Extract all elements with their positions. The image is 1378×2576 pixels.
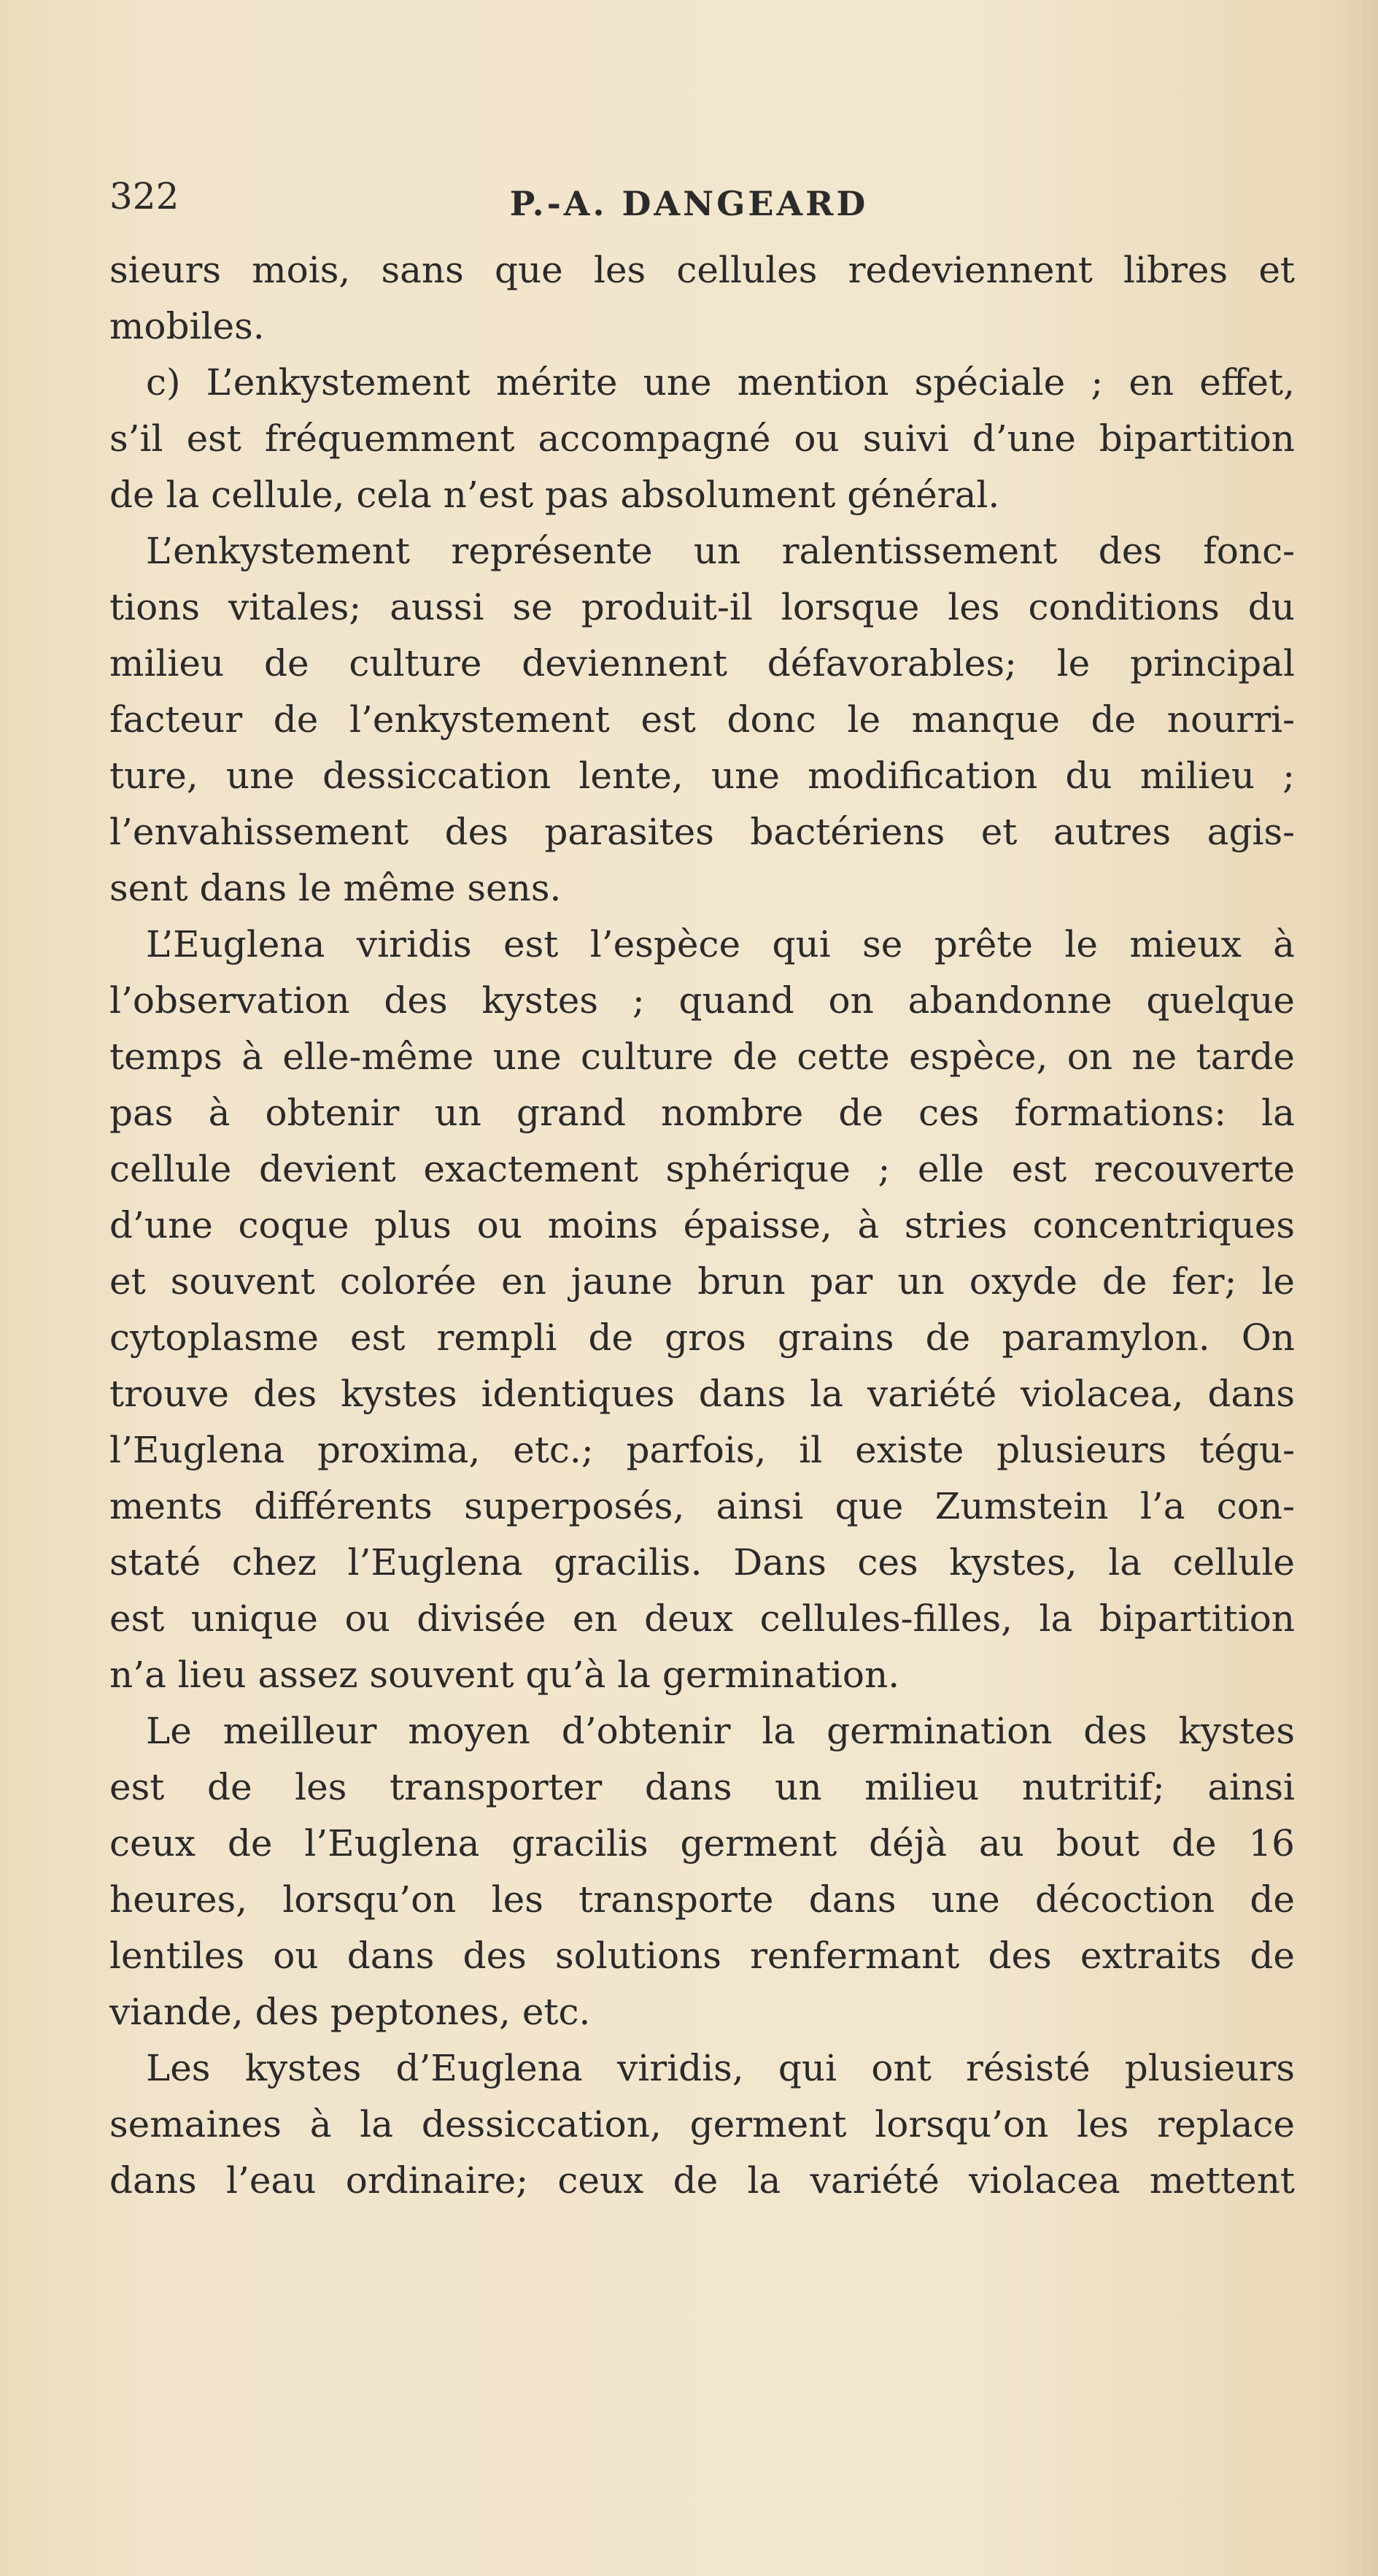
text-line: mobiles. [109, 305, 265, 347]
text-line: L’Euglena viridis est l’espèce qui se prête le mieux à [146, 923, 1295, 965]
text-line: lentiles ou dans des solutions renfermant des extraits de [109, 1935, 1295, 1977]
text-line: ture, une dessiccation lente, une modification du milieu ; [109, 755, 1295, 797]
text-line: l’observation des kystes ; quand on abandonne quelque [109, 979, 1295, 1022]
text-line: cellule devient exactement sphérique ; elle est recouverte [109, 1148, 1295, 1190]
text-line: s’il est fréquemment accompagné ou suivi d’une bipartition [109, 417, 1295, 460]
text-line: heures, lorsqu’on les transporte dans une décoction de [109, 1878, 1295, 1921]
text-line: sent dans le même sens. [109, 867, 562, 909]
text-line: l’envahissement des parasites bactériens et autres agis- [109, 811, 1295, 853]
text-line: est de les transporter dans un milieu nutritif; ainsi [109, 1766, 1295, 1808]
text-line: staté chez l’Euglena gracilis. Dans ces kystes, la cellule [109, 1541, 1295, 1584]
text-line: L’enkystement représente un ralentissement des fonc- [146, 530, 1295, 572]
text-line: semaines à la dessiccation, germent lorsqu’on les replace [109, 2103, 1295, 2145]
page-number: 322 [109, 175, 179, 217]
text-line: ments différents superposés, ainsi que Zumstein l’a con- [109, 1485, 1295, 1527]
text-line: Les kystes d’Euglena viridis, qui ont résisté plusieurs [146, 2047, 1295, 2089]
running-title: P.-A. DANGEARD [509, 184, 869, 223]
text-line: milieu de culture deviennent défavorables; le principal [109, 642, 1295, 685]
text-line: n’a lieu assez souvent qu’à la germination. [109, 1654, 900, 1696]
text-line: c) L’enkystement mérite une mention spéciale ; en effet, [146, 361, 1295, 404]
text-line: l’Euglena proxima, etc.; parfois, il existe plusieurs tégu- [109, 1429, 1295, 1471]
text-line: viande, des peptones, etc. [109, 1991, 591, 2033]
text-line: Le meilleur moyen d’obtenir la germination des kystes [146, 1710, 1295, 1752]
text-line: sieurs mois, sans que les cellules redeviennent libres et [109, 249, 1295, 291]
text-line: est unique ou divisée en deux cellules-filles, la bipartition [109, 1597, 1295, 1640]
text-line: facteur de l’enkystement est donc le manque de nourri- [109, 698, 1295, 741]
body-text [109, 242, 1295, 2209]
text-line: pas à obtenir un grand nombre de ces formations: la [109, 1092, 1295, 1134]
text-line: temps à elle-même une culture de cette espèce, on ne tarde [109, 1036, 1295, 1078]
text-line: tions vitales; aussi se produit-il lorsque les conditions du [109, 586, 1295, 628]
text-line: trouve des kystes identiques dans la variété violacea, dans [109, 1373, 1295, 1415]
text-line: ceux de l’Euglena gracilis germent déjà au bout de 16 [109, 1822, 1295, 1864]
text-line: d’une coque plus ou moins épaisse, à stries concentriques [109, 1204, 1295, 1246]
text-line: et souvent colorée en jaune brun par un oxyde de fer; le [109, 1260, 1295, 1303]
text-line: dans l’eau ordinaire; ceux de la variété violacea mettent [109, 2159, 1295, 2202]
text-line: de la cellule, cela n’est pas absolument général. [109, 474, 1000, 516]
text-line: cytoplasme est rempli de gros grains de paramylon. On [109, 1316, 1295, 1359]
